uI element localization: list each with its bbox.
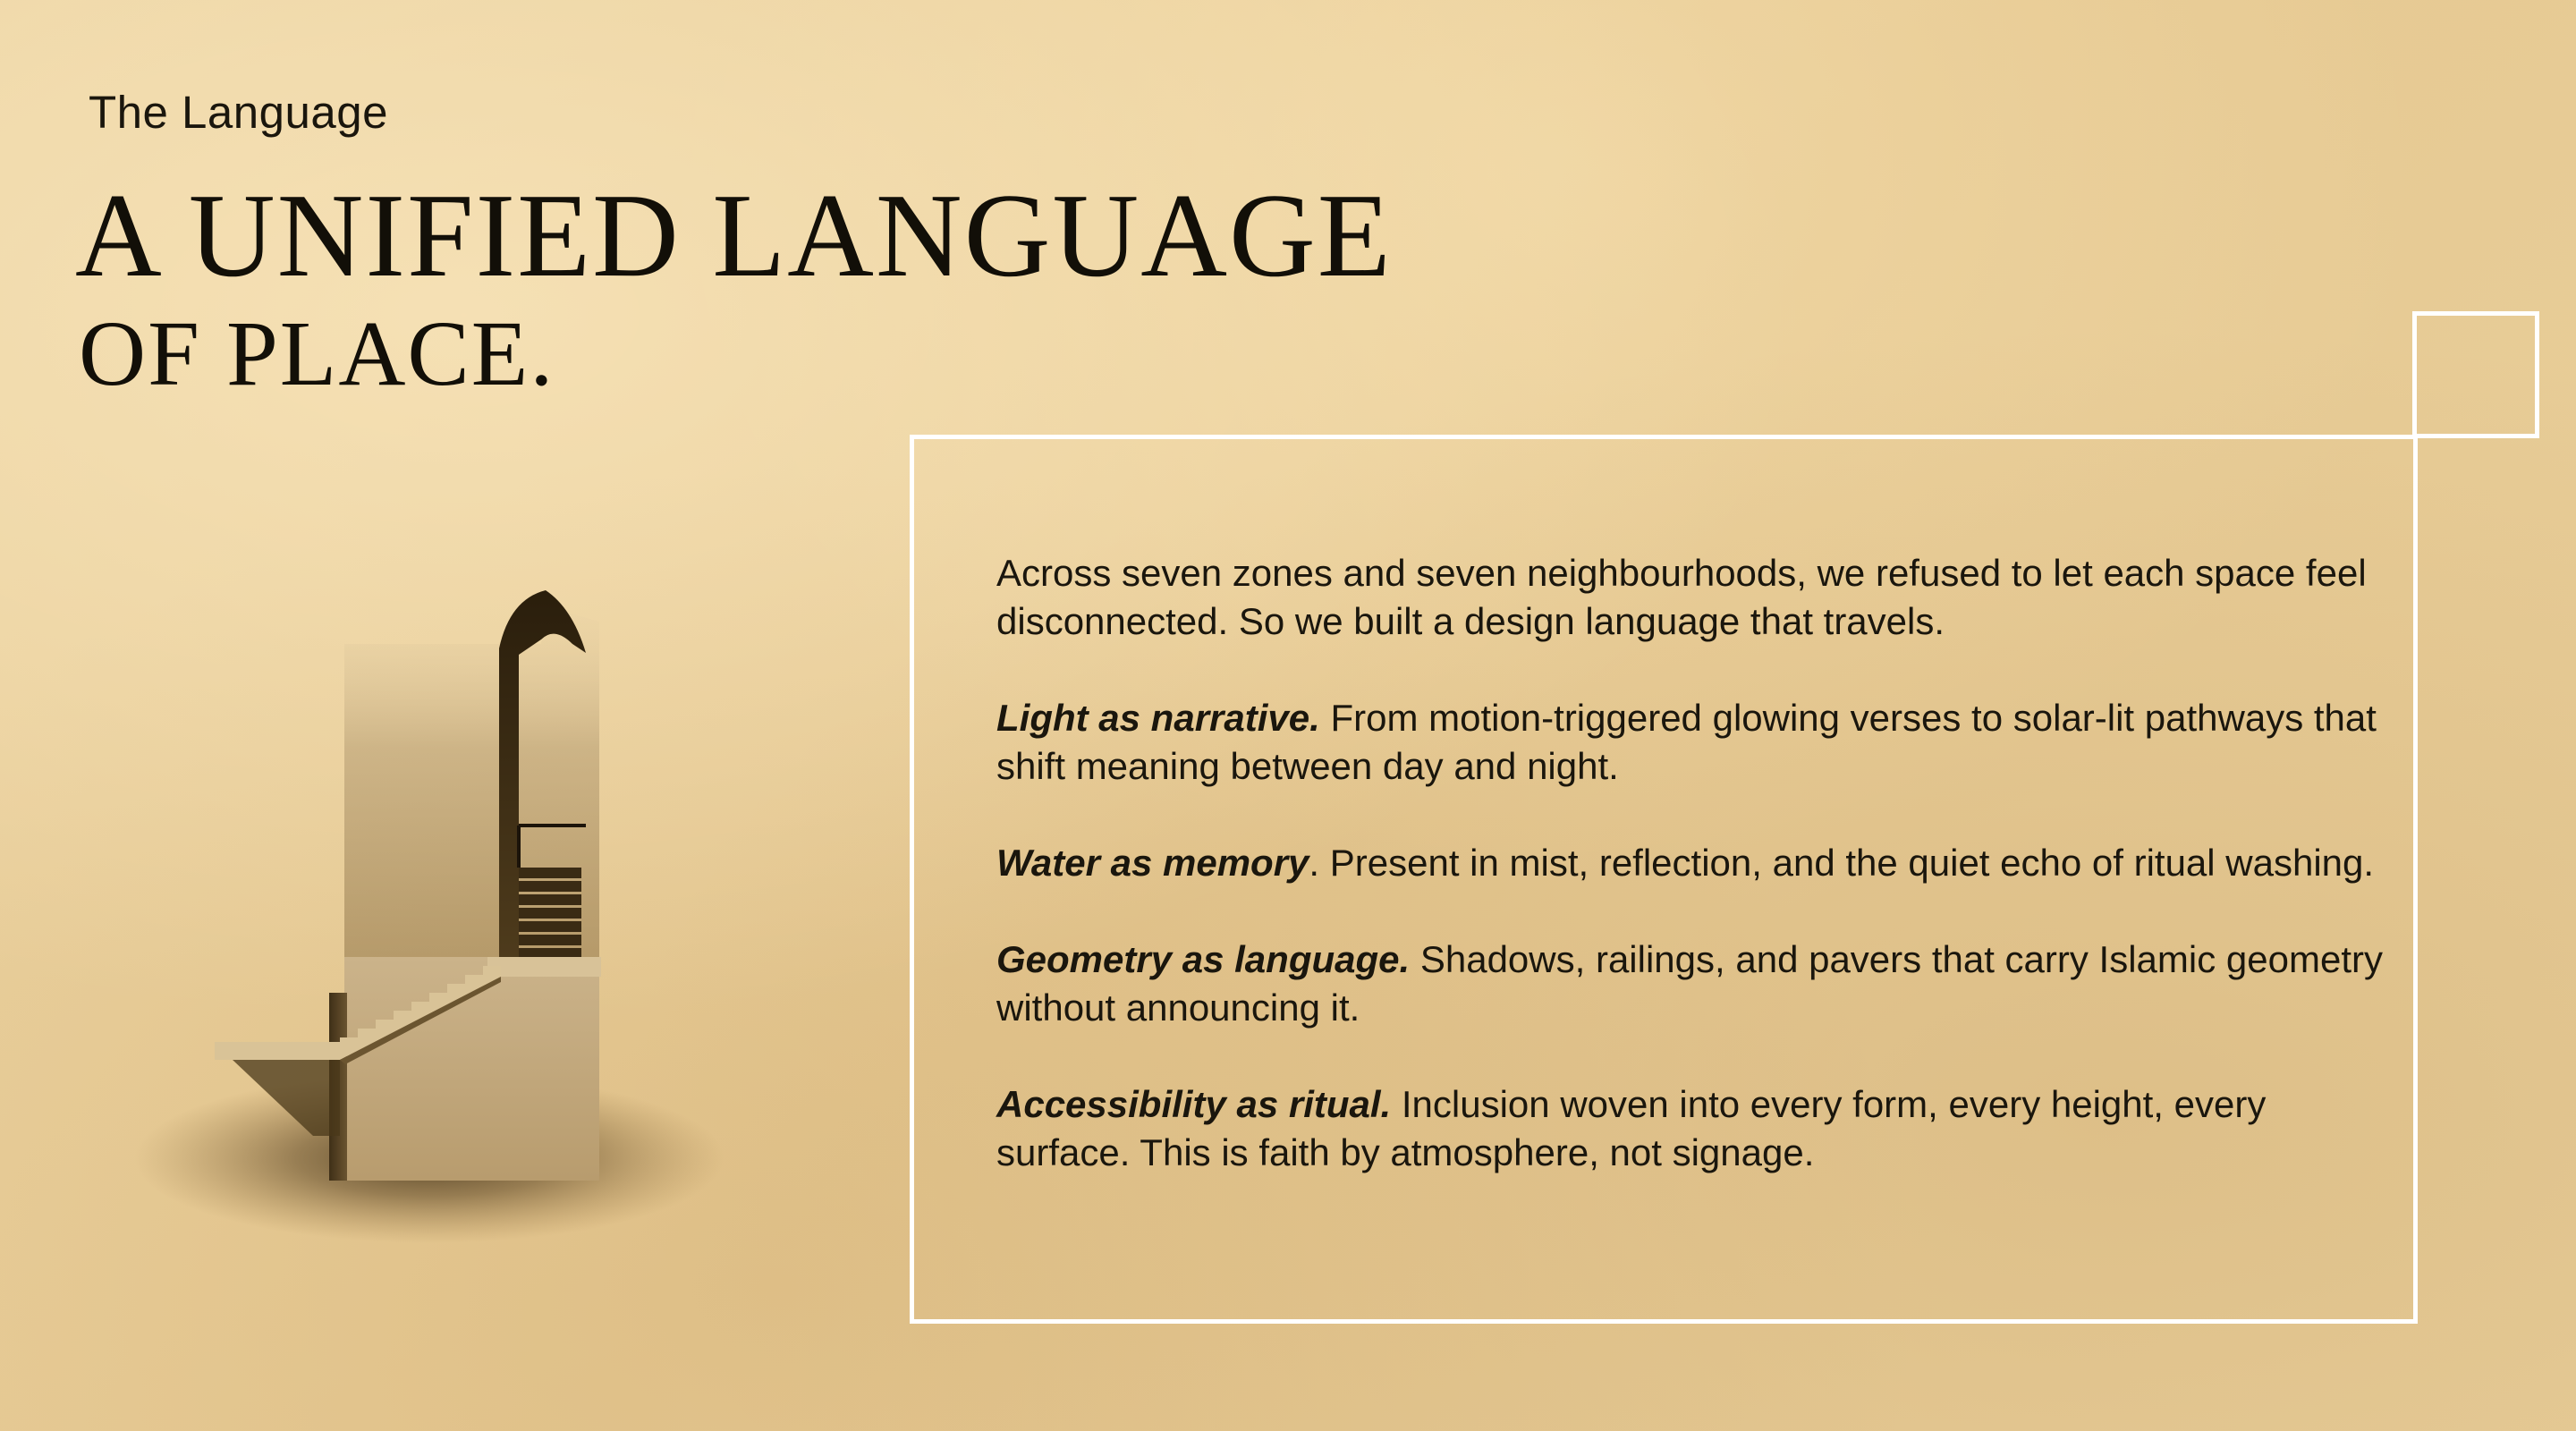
landing bbox=[487, 957, 601, 977]
principle-water-text: . Present in mist, reflection, and the quiet echo of ritual washing. bbox=[1309, 842, 2375, 884]
eyebrow-label: The Language bbox=[89, 87, 388, 138]
principle-accessibility-text: Inclusion woven into every form, every height, every surface. This is faith by atmosphere, not signage. bbox=[996, 1083, 2267, 1173]
principle-light-text: From motion-triggered glowing verses to solar-lit pathways that shift meaning between day and night. bbox=[996, 697, 2377, 787]
principle-geometry-text: Shadows, railings, and pavers that carry Islamic geometry without announcing it. bbox=[996, 938, 2383, 1029]
staircase-arch-illustration bbox=[134, 572, 778, 1252]
principle-accessibility bbox=[996, 1080, 2392, 1177]
decorative-frame-small bbox=[2412, 311, 2539, 438]
principle-geometry bbox=[996, 936, 2392, 1032]
principle-light-lead: Light as narrative. bbox=[996, 697, 1320, 739]
principle-light bbox=[996, 694, 2392, 791]
page-title-line-1: A UNIFIED LANGUAGE bbox=[75, 169, 1393, 301]
principle-water-lead: Water as memory bbox=[996, 842, 1309, 884]
intro-paragraph: Across seven zones and seven neighbourhoods, we refused to let each space feel disconnected. So we built a design language that travels. bbox=[996, 552, 2367, 642]
inner-stairs bbox=[519, 868, 581, 957]
body-copy bbox=[996, 549, 2392, 1225]
principle-geometry-lead: Geometry as language. bbox=[996, 938, 1411, 980]
page-title-line-2: OF PLACE. bbox=[79, 302, 555, 405]
principle-accessibility-lead: Accessibility as ritual. bbox=[996, 1083, 1392, 1125]
principle-water bbox=[996, 839, 2392, 887]
